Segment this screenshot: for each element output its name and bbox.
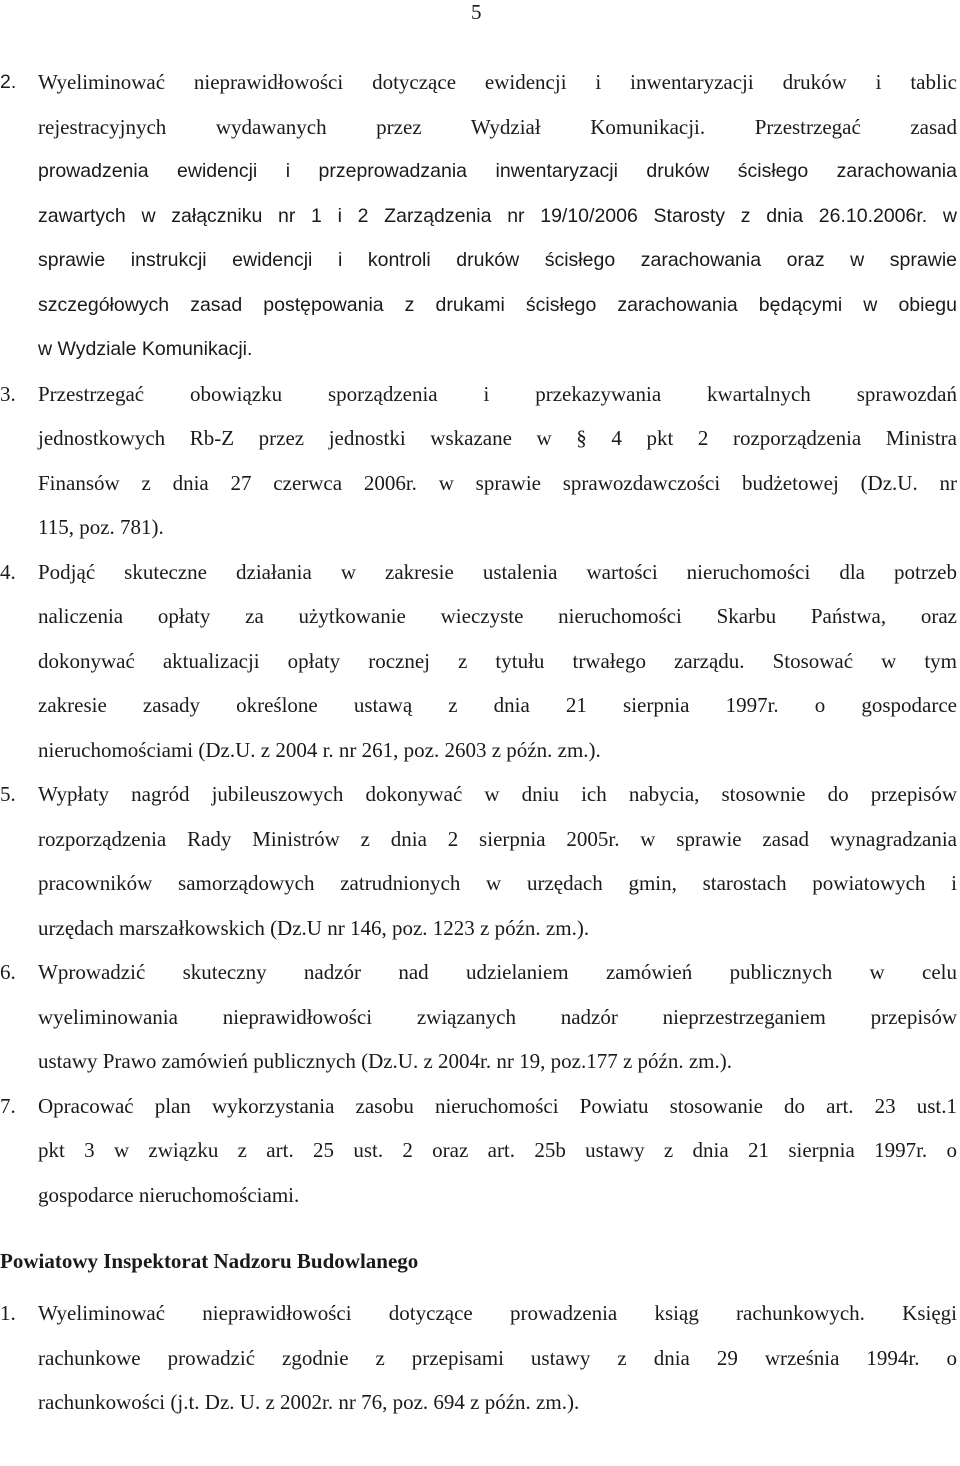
item-number: 1. — [0, 1301, 16, 1325]
item-line: rejestracyjnych wydawanych przez Wydział Komunikacji. Przestrzegać zasad — [38, 114, 957, 139]
item-line: urzędach marszałkowskich (Dz.U nr 146, poz. 1223 z późn. zm.). — [38, 915, 590, 940]
item-line: naliczenia opłaty za użytkowanie wieczyste nieruchomości Skarbu Państwa, oraz — [38, 604, 957, 628]
item-line: gospodarce nieruchomościami. — [38, 1182, 300, 1207]
item-number: 7. — [0, 1093, 16, 1118]
item-line: nieruchomościami (Dz.U. z 2004 r. nr 261, poz. 2603 z późn. zm.). — [38, 737, 601, 762]
list-item — [0, 772, 960, 950]
section-heading: Powiatowy Inspektorat Nadzoru Budowlanego — [0, 1249, 419, 1273]
item-line: Opracować plan wykorzystania zasobu nieruchomości Powiatu stosowanie do art. 23 ust.1 — [38, 1093, 957, 1118]
page-number: 5 — [471, 0, 482, 24]
item-line: Wprowadzić skuteczny nadzór nad udzielaniem zamówień publicznych w celu — [38, 960, 957, 984]
item-line: rachunkowe prowadzić zgodnie z przepisami ustawy z dnia 29 września 1994r. o — [38, 1345, 957, 1370]
item-line: zawartych w załączniku nr 1 i 2 Zarządzenia nr 19/10/2006 Starosty z dnia 26.10.2006r. w — [38, 204, 957, 227]
list-item — [0, 60, 960, 372]
list-item — [0, 372, 960, 550]
item-line: Wyeliminować nieprawidłowości dotyczące ewidencji i inwentaryzacji druków i tablic — [38, 70, 957, 94]
item-line: szczegółowych zasad postępowania z drukami ścisłego zarachowania będącymi w obiegu — [38, 293, 957, 316]
item-line: rozporządzenia Rady Ministrów z dnia 2 sierpnia 2005r. w sprawie zasad wynagradzania — [38, 826, 957, 851]
list-item — [0, 1291, 960, 1425]
item-line: pracowników samorządowych zatrudnionych w urzędach gmin, starostach powiatowych i — [38, 871, 957, 895]
document-body — [0, 60, 960, 1425]
item-line: pkt 3 w związku z art. 25 ust. 2 oraz art. 25b ustawy z dnia 21 sierpnia 1997r. o — [38, 1138, 957, 1162]
item-line: w Wydziale Komunikacji. — [38, 338, 253, 360]
item-line: Przestrzegać obowiązku sporządzenia i przekazywania kwartalnych sprawozdań — [38, 381, 957, 406]
item-line: Podjąć skuteczne działania w zakresie ustalenia wartości nieruchomości dla potrzeb — [38, 559, 957, 584]
item-number: 4. — [0, 559, 16, 584]
item-line: prowadzenia ewidencji i przeprowadzania inwentaryzacji druków ścisłego zarachowania — [38, 160, 957, 182]
item-line: Wypłaty nagród jubileuszowych dokonywać w dniu ich nabycia, stosownie do przepisów — [38, 782, 957, 806]
item-number: 6. — [0, 960, 16, 984]
list-item — [0, 950, 960, 1084]
item-number: 3. — [0, 381, 16, 406]
item-line: Wyeliminować nieprawidłowości dotyczące prowadzenia ksiąg rachunkowych. Księgi — [38, 1301, 957, 1325]
list-item — [0, 1084, 960, 1218]
item-line: dokonywać aktualizacji opłaty rocznej z tytułu trwałego zarządu. Stosować w tym — [38, 648, 957, 673]
item-line: zakresie zasady określone ustawą z dnia 21 sierpnia 1997r. o gospodarce — [38, 693, 957, 717]
item-line: rachunkowości (j.t. Dz. U. z 2002r. nr 76, poz. 694 z późn. zm.). — [38, 1390, 580, 1414]
item-line: Finansów z dnia 27 czerwca 2006r. w sprawie sprawozdawczości budżetowej (Dz.U. nr — [38, 470, 957, 495]
item-line: jednostkowych Rb-Z przez jednostki wskazane w § 4 pkt 2 rozporządzenia Ministra — [38, 426, 957, 450]
item-line: sprawie instrukcji ewidencji i kontroli druków ścisłego zarachowania oraz w sprawie — [38, 249, 957, 271]
item-line: wyeliminowania nieprawidłowości związanych nadzór nieprzestrzeganiem przepisów — [38, 1004, 957, 1029]
item-number: 2. — [0, 71, 17, 93]
item-line: ustawy Prawo zamówień publicznych (Dz.U. z 2004r. nr 19, poz.177 z późn. zm.). — [38, 1049, 732, 1073]
item-number: 5. — [0, 782, 16, 806]
item-line: 115, poz. 781). — [38, 515, 164, 539]
list-item — [0, 550, 960, 773]
